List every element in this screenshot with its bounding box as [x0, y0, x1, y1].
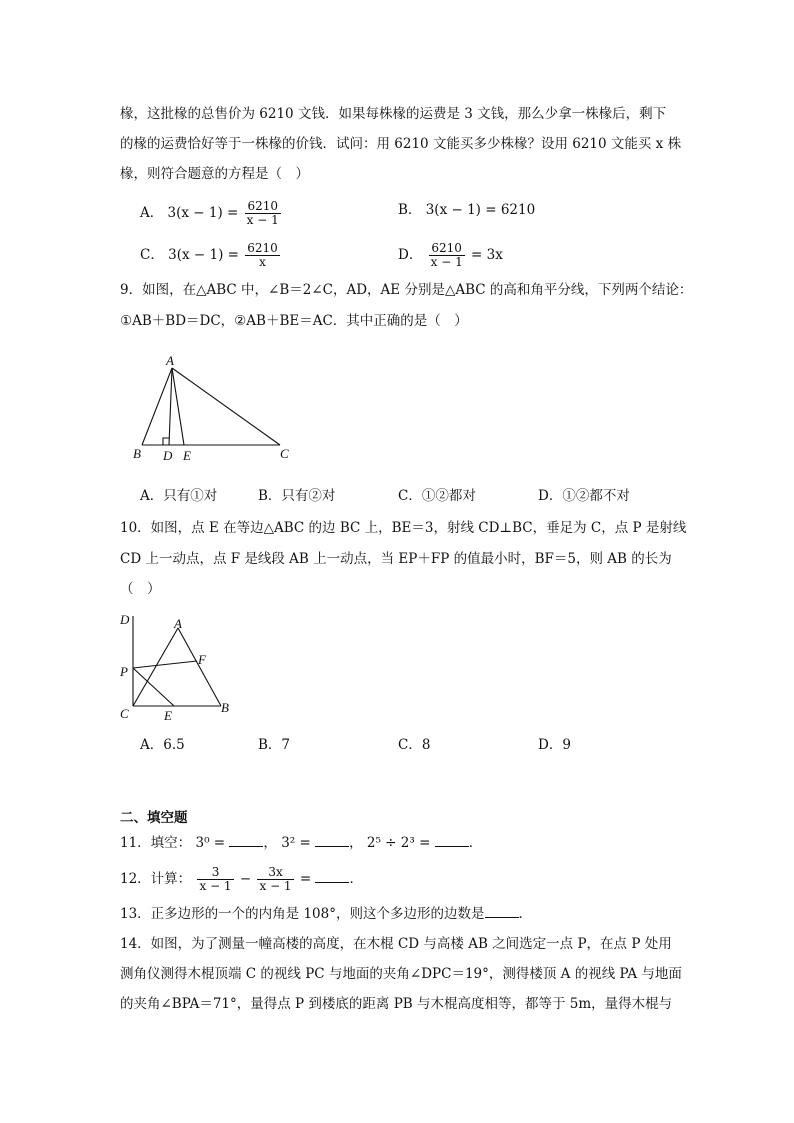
- q10-option-d[interactable]: D．9: [538, 737, 571, 753]
- q9-label-c: C: [280, 446, 289, 461]
- q9-altitude-ad: [169, 368, 172, 445]
- q9-option-c[interactable]: C．①②都对: [398, 488, 476, 504]
- q10-segment-pf: [133, 661, 197, 668]
- q11-line: 11．填空： 3⁰ = ， 3² = ， 2⁵ ÷ 2³ = ．: [120, 832, 680, 853]
- q9-label-e: E: [183, 448, 191, 463]
- q10-label-d: D: [120, 612, 130, 627]
- q14-line-3: 的夹角∠BPA＝71°，量得点 P 到楼底的距离 PB 与木棍高度相等，都等于 5m，量得木棍与: [120, 996, 673, 1012]
- q8-line-1: 椽，这批椽的总售价为 6210 文钱．如果每株椽的运费是 3 文钱，那么少拿一株椽后，剩下: [120, 106, 667, 122]
- q9-right-angle-mark: [163, 438, 169, 445]
- q10-option-a[interactable]: A．6.5: [140, 737, 185, 753]
- q8-line-2: 的椽的运费恰好等于一株椽的价钱．试问：用 6210 文能买多少株椽？设用 6210 文能买 x 株: [120, 136, 682, 152]
- q10-label-f: F: [198, 652, 206, 667]
- q10-line-2: CD 上一动点，点 F 是线段 AB 上一动点，当 EP＋FP 的值最小时，BF＝5，则 AB 的长为: [120, 551, 672, 567]
- q14-line-1: 14．如图，为了测量一幢高楼的高度，在木棍 CD 与高楼 AB 之间选定一点 P，在点 P 处用: [120, 936, 672, 952]
- q11-blank-3[interactable]: [435, 832, 469, 847]
- q8-a-fraction: $\frac{6210}{x - 1}$: [246, 199, 279, 227]
- q10-side-ab: [178, 628, 221, 706]
- q10-label-p: P: [120, 664, 128, 679]
- q10-figure: [112, 606, 247, 728]
- q12-fraction-2: $\frac{3x}{x - 1}$: [259, 865, 292, 893]
- q8-option-c[interactable]: C． 3(x − 1) = $\frac{6210}{x}$: [140, 241, 278, 269]
- q13-line: 13．正多边形的一个的内角是 108°，则这个多边形的边数是 ．: [120, 903, 680, 924]
- q9-label-a: A: [166, 353, 174, 368]
- q8-option-b[interactable]: B． 3(x − 1) = 6210: [398, 202, 536, 218]
- q12-fraction-1: $\frac{3}{x - 1}$: [199, 865, 232, 893]
- q10-label-b: B: [221, 700, 229, 715]
- q10-option-c[interactable]: C．8: [398, 737, 431, 753]
- q14-line-2: 测角仪测得木棍顶端 C 的视线 PC 与地面的夹角∠DPC＝19°，测得楼顶 A 的视线 PA 与地面: [120, 966, 682, 982]
- section-title-fill-in: 二、填空题: [120, 810, 188, 826]
- q12-line: 12．计算： $\frac{3}{x - 1}$ − $\frac{3x}{x - 1}$ = ．: [120, 865, 363, 893]
- q11-blank-2[interactable]: [315, 832, 349, 847]
- q9-side-ab: [142, 368, 172, 445]
- q10-segment-pe: [133, 668, 174, 706]
- q12-blank[interactable]: [315, 868, 349, 883]
- q9-option-b[interactable]: B．只有②对: [258, 488, 336, 504]
- q8-c-fraction: $\frac{6210}{x}$: [247, 241, 278, 269]
- q9-option-d[interactable]: D．①②都不对: [538, 488, 630, 504]
- q9-bisector-ae: [172, 368, 184, 445]
- q8-line-3: 椽，则符合题意的方程是（ ）: [120, 166, 309, 182]
- q10-line-3: （ ）: [120, 581, 161, 597]
- q8-option-d[interactable]: D． $\frac{6210}{x - 1}$ = 3x: [398, 241, 503, 269]
- q8-option-a[interactable]: A． 3(x − 1) = $\frac{6210}{x - 1}$: [140, 199, 279, 227]
- q9-triangle-figure: [128, 350, 308, 465]
- q8-d-fraction: $\frac{6210}{x - 1}$: [430, 241, 463, 269]
- q11-blank-1[interactable]: [229, 832, 263, 847]
- q10-label-e: E: [164, 708, 172, 723]
- q9-line-2: ①AB＋BD＝DC，②AB＋BE＝AC．其中正确的是（ ）: [120, 313, 468, 329]
- q9-label-d: D: [163, 448, 173, 463]
- q10-line-1: 10．如图，点 E 在等边△ABC 的边 BC 上，BE＝3，射线 CD⊥BC，垂足为 C，点 P 是射线: [120, 520, 687, 536]
- q9-line-1: 9．如图，在△ABC 中，∠B＝2∠C，AD，AE 分别是△ABC 的高和角平分线，下列两个结论：: [120, 282, 693, 298]
- q10-label-c: C: [120, 706, 129, 721]
- q9-label-b: B: [133, 446, 141, 461]
- q9-side-ac: [172, 368, 280, 445]
- q13-blank[interactable]: [485, 903, 519, 918]
- q10-option-b[interactable]: B．7: [258, 737, 291, 753]
- q9-option-a[interactable]: A．只有①对: [140, 488, 218, 504]
- q10-label-a: A: [174, 616, 182, 631]
